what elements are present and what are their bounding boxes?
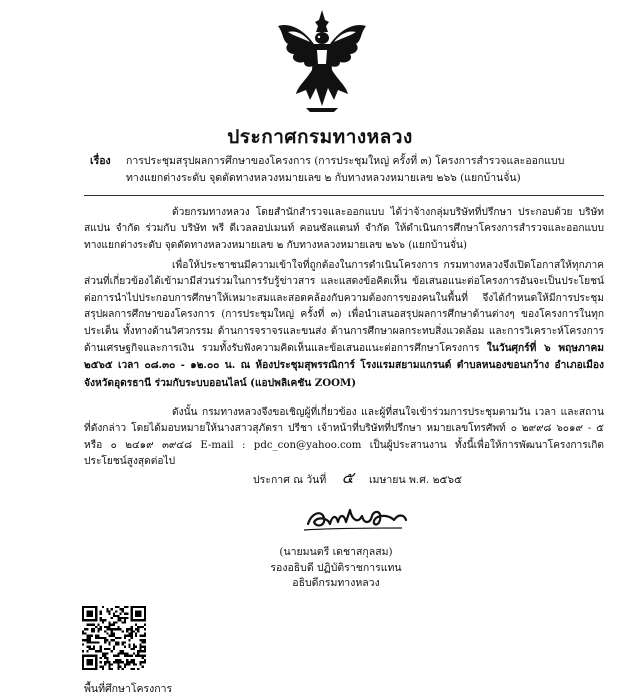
signature-icon [302,498,410,538]
announce-date [253,466,613,491]
qr-caption: พื้นที่ศึกษาโครงการ [84,683,173,695]
paragraph-1 [84,205,604,254]
divider [84,195,604,196]
signer-name: (นายมนตรี เดชาสกุลสม) [279,546,393,558]
subject-line-1: การประชุมสรุปผลการศึกษาของโครงการ (การประชุมใหญ่ ครั้งที่ ๓) โครงการสำรวจและออกแบบ [126,155,565,167]
signature-block [236,545,436,592]
meeting-details: ในวันศุกร์ที่ ๖ พฤษภาคม ๒๕๖๕ เวลา ๐๘.๓๐ - ๑๒.๐๐ น. ณ ห้องประชุมสุพรรณิการ์ โรงแรมสยามแกรนด์ ตำบลหนองขอนกว้าง อำเภอเมือง จังหวัดอุดรธานี ร่วมกับระบบออนไลน์ (แอปพลิเคชัน ZOOM) [84,342,604,389]
paragraph-2 [84,258,604,392]
signer-position-2: อธิบดีกรมทางหลวง [292,577,380,589]
paragraph-1-text: ด้วยกรมทางหลวง โดยสำนักสำรวจและออกแบบ ได้ว่าจ้างกลุ่มบริษัทที่ปรึกษา ประกอบด้วย บริษัท สแปน จำกัด ร่วมกับ บริษัท พรี ดีเวลลอปเมนท์ คอนซัลแตนท์ จำกัด ให้ดำเนินการศึกษาโครงการสำรวจและออกแบบทางแยกต่างระดับ จุดตัดทางหลวงหมายเลข ๒ กับทางหลวงหมายเลข ๒๖๖ (แยกบ้านจั่น) [84,207,604,251]
subject-label: เรื่อง [90,155,111,167]
subject-line-2: ทางแยกต่างระดับ จุดตัดทางหลวงหมายเลข ๒ กับทางหลวงหมายเลข ๒๖๖ (แยกบ้านจั่น) [126,172,521,184]
announce-prefix: ประกาศ ณ วันที่ [253,474,327,486]
paragraph-3-text: ดังนั้น กรมทางหลวงจึงขอเชิญผู้ที่เกี่ยวข้อง และผู้ที่สนใจเข้าร่วมการประชุมตามวัน เวลา และสถานที่ดังกล่าว โดยได้มอบหมายให้นางสาวสุภัตรา ปรีชา เจ้าหน้าที่บริษัทที่ปรึกษา หมายเลขโทรศัพท์ ๐ ๒๙๙๘ ๖๐๑๙ - ๕ หรือ ๐ ๒๔๑๙ ๓๙๔๘ E-mail : pdc_con@yahoo.com เป็นผู้ประสานงาน ทั้งนี้เพื่อให้การพัฒนาโครงการเกิดประโยชน์สูงสุดต่อไป [84,407,604,468]
announce-day: ๕ [341,468,354,487]
announce-suffix: เมษายน พ.ศ. ๒๕๖๕ [368,474,463,486]
garuda-emblem-icon [276,8,368,113]
paragraph-3 [84,405,604,471]
document-title: ประกาศกรมทางหลวง [227,126,413,148]
signer-position-1: รองอธิบดี ปฏิบัติราชการแทน [270,561,402,574]
subject-block [90,153,610,187]
paragraph-2-text: เพื่อให้ประชาชนมีความเข้าใจที่ถูกต้องในการดำเนินโครงการ กรมทางหลวงจึงเปิดโอกาสให้ทุกภาคส่วนที่เกี่ยวข้องได้เข้ามามีส่วนร่วมในการรับรู้ข่าวสาร และแสดงข้อคิดเห็น ข้อเสนอแนะต่อโครงการอันจะเป็นประโยชน์ต่อการนำไปประกอบการศึกษาให้เหมาะสมและสอดคล้องกับความต้องการของคนในพื้นที่ จึงได้กำหนดให้มีการประชุมสรุปผลการศึกษาของโครงการ (การประชุมใหญ่ ครั้งที่ ๓) เพื่อนำเสนอสรุปผลการศึกษาด้านต่างๆ ของโครงการในทุกประเด็น ทั้งทางด้านวิศวกรรม ด้านการจราจรและขนส่ง ด้านการศึกษาผลกระทบสิ่งแวดล้อม และการวิเคราะห์โครงการด้านเศรษฐกิจและการเงิน รวมทั้งรับฟังความคิดเห็นและข้อเสนอแนะต่อการศึกษาโครงการ [84,260,604,355]
qr-code[interactable] [82,606,146,670]
